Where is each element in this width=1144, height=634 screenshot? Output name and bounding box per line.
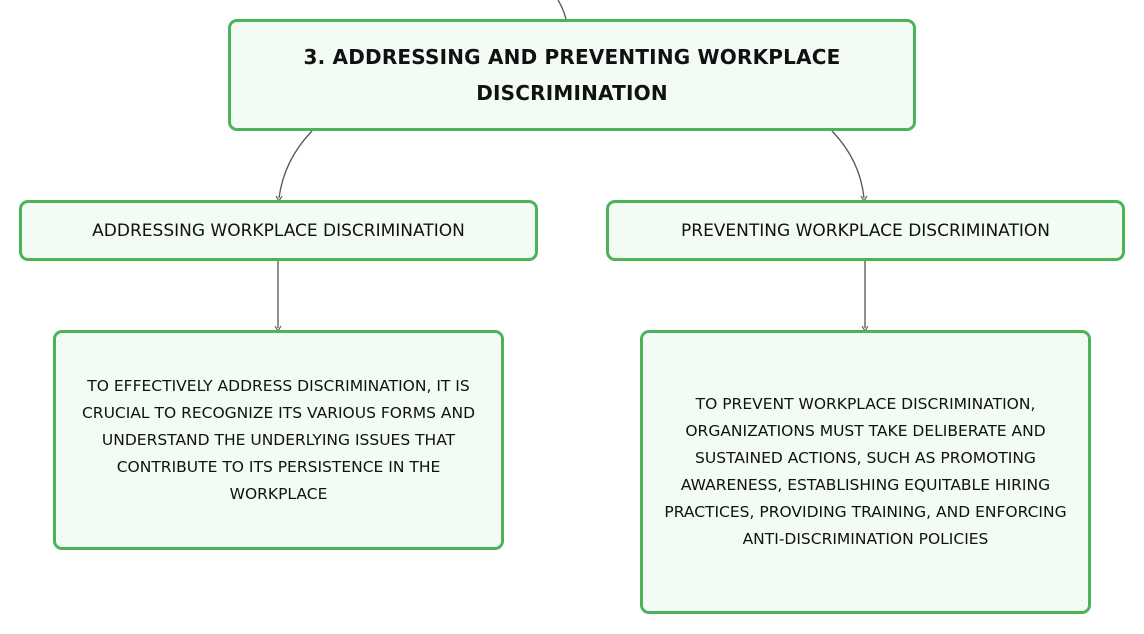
preventing-detail-node[interactable] — [640, 330, 1091, 614]
addressing-branch-node[interactable] — [19, 200, 538, 261]
preventing-branch-label: PREVENTING WORKPLACE DISCRIMINATION — [681, 220, 1050, 241]
connector-root-to-right-branch — [832, 131, 864, 198]
addressing-detail-text: TO EFFECTIVELY ADDRESS DISCRIMINATION, IT IS CRUCIAL TO RECOGNIZE ITS VARIOUS FORMS AND UNDERSTAND THE UNDERLYING ISSUES THAT CONTRIBUTE TO ITS PERSISTENCE IN THE WORKPLACE — [81, 376, 476, 503]
addressing-detail-node[interactable] — [53, 330, 504, 550]
addressing-branch-label: ADDRESSING WORKPLACE DISCRIMINATION — [92, 220, 465, 241]
preventing-detail-text: TO PREVENT WORKPLACE DISCRIMINATION, ORGANIZATIONS MUST TAKE DELIBERATE AND SUSTAINED ACTIONS, SUCH AS PROMOTING AWARENESS, ESTABLISHING EQUITABLE HIRING PRACTICES, PROVIDING TRAINING, AND ENFORCING ANTI-DISCRIMINATION POLICIES — [664, 395, 1067, 548]
connector-root-to-left-branch — [279, 131, 312, 198]
preventing-branch-node[interactable] — [606, 200, 1125, 261]
root-node-label: 3. ADDRESSING AND PREVENTING WORKPLACE DISCRIMINATION — [303, 45, 841, 105]
root-node[interactable] — [228, 19, 916, 131]
connector-parent-to-root — [558, 0, 566, 19]
